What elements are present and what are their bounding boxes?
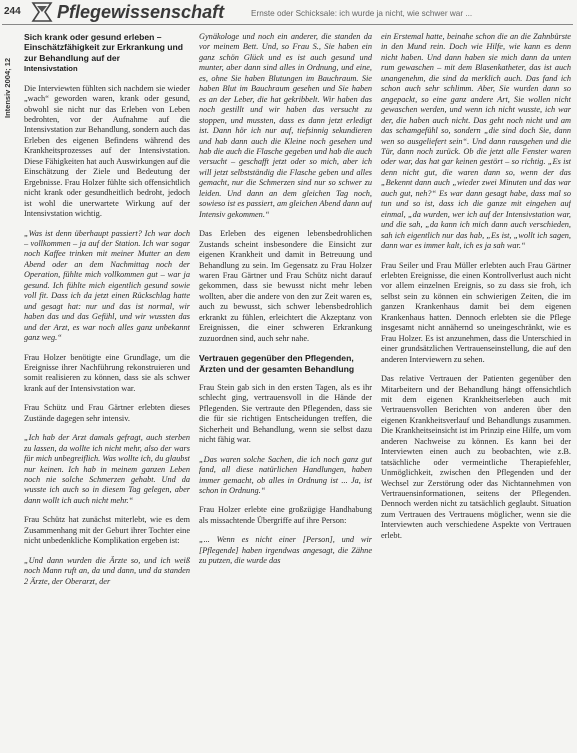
running-title: Ernste oder Schicksale: ich wurde ja nicht, wie schwer war ... [251,9,473,18]
section-heading-1-sub: Intensivstation [24,64,78,74]
paragraph: Das Erleben des eigenen lebensbedrohlichen Zustands scheint insbesondere die Einsicht zur eigenen Krankheit und damit in Betreuung und Behandlung zu sein. Im Gegensatz zu Frau Holzer waren Frau Gärtner und Frau Schütz nicht darauf gekommen, dass sie bewusst nicht mehr leben wollten, aber die andere von den zur Zeit waren es, auch zu bewusst, sich schwer lebensbedrohlich erkrankt zu fühlen, erleichtert die Akzeptanz von Ereignissen, die einer schweren Erkrankung zuzuordnen sind, auch sehr nahe. [199,229,372,343]
interview-quote: „Und dann wurden die Ärzte so, und ich weiß noch Mann ruft an, da und dann, und da standen 2 Ärzte, der Oberarzt, der [24,555,190,586]
paragraph: Frau Holzer erlebte eine großzügige Handhabung als missachtende Übergriffe auf ihre Person: [199,505,372,525]
column-3 [381,32,571,747]
interview-quote: „Was ist denn überhaupt passiert? Ich war doch – vollkommen – ja auf der Station. Ich war sogar noch Kaffee trinken mit meiner Mutter an dem Abend oder an dem Nachmittag noch der Operation, fühlte mich vollkommen gut – war ja gesund. Ich fühlte mich eigentlich gesund sowie voll fit. Dass ich da jetzt einen Rückschlag hatte und gesagt hat: nur und das ist normal, wir haben das und das Gefühl, und wir wussten das und der Arzt, es war noch alles ganz unbekannt ganz weg.“ [24,228,190,343]
section-heading-2: Vertrauen gegenüber den Pflegenden, Ärzten und der gesamten Behandlung [199,353,355,374]
column-2 [199,32,372,747]
paragraph: Frau Schütz hat zunächst miterlebt, wie es dem Zusammenhang mit der Geburt ihrer Tochter eine nicht unbedenkliche Komplikation ergeben ist: [24,515,190,546]
paragraph: Frau Schütz und Frau Gärtner erlebten dieses Zustände dagegen sehr intensiv. [24,403,190,423]
section-heading-1 [24,32,190,75]
paragraph: Die Interviewten fühlten sich nachdem sie wieder „wach“ geworden waren, krank oder gesund, obwohl sie nicht nur das Erleben von Leben bedrohten, vor der Aufnahme auf die Intensivstation zur Behandlung, sondern auch das Erleben des eigenen Befindens während des Krankheitsprozesses auf der Intensivstation. Diese Fähigkeiten hat auch Auswirkungen auf die Einschätzung der Ziele und Bedeutung der Ergebnisse. Frau Holzer fühlte sich offensichtlich nicht krank oder gesundheitlich bedroht, jedoch ist wohl die unerwartete Wirkung auf der Intensivstation wichtig. [24,83,190,219]
paragraph: Frau Stein gab sich in den ersten Tagen, als es ihr schlecht ging, vertrauensvoll in die Hände der Pflegenden. Sie vertraute den Pflegenden, dass sie die für sie richtigen Entscheidungen treffen, die Sicherheit und Behandlung, wenn sie selbst dazu nicht fähig war. [199,382,372,445]
interview-quote: ein Erstemal hatte, beinahe schon die an die Zahnbürste in den Mund rein. Doch wie Hilfe, wie kann es denn nicht haben. Und dann haben sie mich dann da unten rum gewaschen – mit dem Blasenkatheter, das ist auch unangenehm, die sind da merklich auch. Das fand ich schon auch sehr schlimm. Aber, Sie wurden dann so angepackt, so eine ganz andere Art, Sie wollen nicht gewaschen werden, und wenn ich nicht wusste, ich war der, die haben auch nicht. Das geht noch nicht und am das schamgefühl so, sondern „die sind doch Sie, dann wen so ausgeliefert sein“. Und dann rausgehen und die Tür, dann noch zurück. Ob die jetzt alle Fenster waren oder war, das hat gar keinen gestört – so richtig. „Es ist denn nicht gut, die waren dann so, wenn der das „Bekennt dann auch „wieder zwei Minuten und das war auch gut, neh?“ Es war dann gesagt habe, dass mal so tun und so ist, dass ich die ganze mit eingehen auf einmal, „da wurden, wer ich auf der Intensivstation war, und die sah, „da kann ich mich dann auch verschieden, sah ich eigentlich nur das hab, „Es ist, „wollt ich sagen, dann war es immer kalt, ich es ja sah war.“ [381,32,571,251]
interview-quote: „... Wenn es nicht einer [Person], und wir [Pflegende] haben irgendwas angesagt, die Zähne zu putzen, die wurde das [199,535,372,566]
interview-quote: „Ich hab der Arzt damals gefragt, auch sterben zu lassen, da wollte ich nicht mehr, also der wars für mich unbegreiflich. Was wollte ich, du glaubst nur keinen. Ich hab in meinem ganzen Leben noch nie solche Schmerzen gehabt. Und da wusste ich auch so in diesem Tag gelegen, aber dann wollt ich auch nicht mehr.“ [24,433,190,505]
paragraph: Frau Seiler und Frau Müller erlebten auch Frau Gärtner erlebten Ereignisse, die einen Kontrollverlust auch nicht vor allem einzelnen Ereignis, so zu dass sie froh, ich selbst sein zu können ein schwierigen Zeiten, die im ganzen Krankenhaus damit bei dem eigenen Krankenhaus hatten. Dennoch erlebten sie die Pflege insgesamt nicht annähernd so uneingeschränkt, wie es Frau Holzer. Es ist anzunehmen, dass die Unterschied in einer grundsätzlichen Vertrauenseinstellung, die auf den anderen Interviewern zu sehen. [381,260,571,364]
journal-logo-icon [29,1,55,23]
section-heading-1-text: Sich krank oder gesund erleben – Einschätzfähigkeit zur Erkrankung und zur Behandlung auf der [24,32,184,63]
journal-title: Pflegewissenschaft [57,2,225,22]
interview-quote: Gynäkologe und noch ein anderer, die standen da vor meinem Bett. Und, so Frau S., Sie haben ein ganz schön Glück und es ist auch gesund und munter, aber dann sind alles in Ordnung, und eine, es, ohne Sie haben Blutungen im Bauchraum. Sie haben Blut im Bauchraum gesehen und Sie haben es an der Leber, die hat gekribbelt. Wir haben das noch gestillt und wir haben das versucht zu stoppen, und mussten, dass es dann jetzt erledigt ist. Dann hör ich nur auf, tiefsinnig sekundieren und hab dann auch die Kleine noch gesehen und hab die auch die Flasche gegeben und hab die auch versucht – geschafft jetzt oder so mich, aber ich will jetzt selbstständig die Flasche geben und alles gemacht, nur die Schmerzen sind nur so schwer zu leiden. Und dann an dem gleichen Tag noch, sowieso ist es passiert, am gleichen Abend dann auf Intensiv gekommen.“ [199,32,372,219]
page-header [0,0,577,28]
header-rule [2,24,573,25]
side-label: Intensiv 2004; 12 [3,58,12,119]
paragraph: Frau Holzer benötigte eine Grundlage, um die Ereignisse ihrer Nachführung rekonstruieren und somit realisieren zu können, dass sie als schwer krank auf der Intensivstation war. [24,352,190,393]
column-1 [24,32,190,747]
interview-quote: „Das waren solche Sachen, die ich noch ganz gut fand, all diese natürlichen Handlungen, haben immer gemacht, ob alles in Ordnung ist ... Ja, ist schon in Ordnung.“ [199,454,372,496]
paragraph: Das relative Vertrauen der Patienten gegenüber den Mitarbeitern und der Behandlung hängt offensichtlich mit dem eigenen Krankheitserleben auch mit Vertrauensvollen Berichten von anderen über den eigenen Krankheitsverlauf und Behandlungs zusammen. Die Krankheitseinsicht ist im Prinzip eine Hilfe, um vom anderen Nachweise zu können. Es kann bei der Interviewten einen auch zu beobachten, wie z.B. tatsächliche oder vermeintliche Therapiefehler, Unmöglichkeit, zwischen den Pflegenden und der Wechsel zur Zerstörung oder das Nichtannehmen von Vertrauensinformationen, seitens der Pflegenden. Dennoch werden nicht zu tatsächlich geglaubt. Situation zum Vertrauen des Vertrauens möglicher, wenn sie die Interviewten auch verschiedene Aspekte von Vertrauen erlebt. [381,374,571,540]
page-number: 244 [4,6,21,17]
